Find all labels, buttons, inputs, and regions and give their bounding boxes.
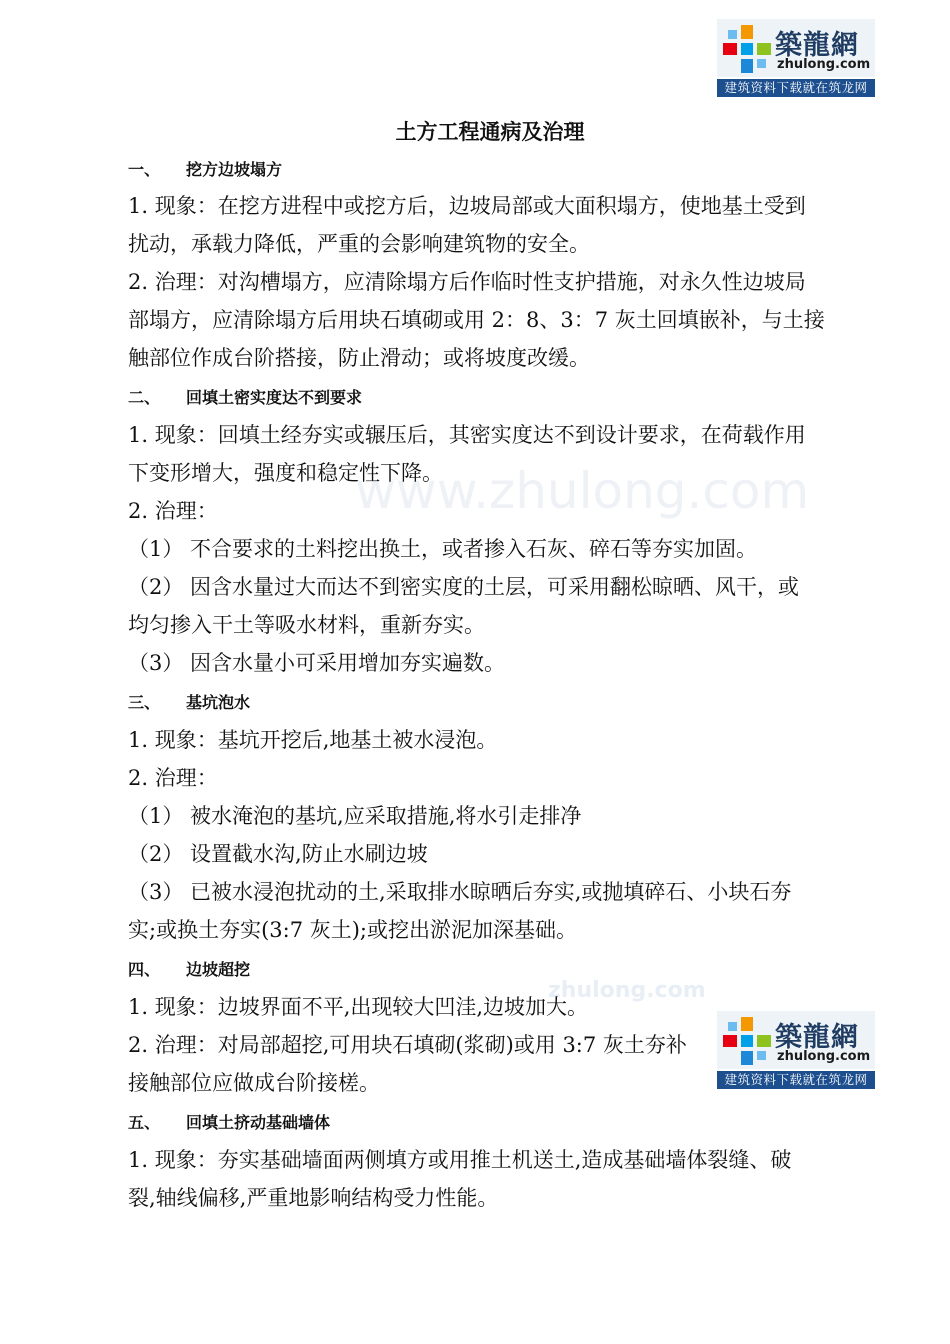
- section-number: 一、: [128, 160, 161, 179]
- body-line: 扰动，承载力降低，严重的会影响建筑物的安全。: [128, 232, 590, 256]
- section-title: 基坑泡水: [186, 693, 251, 712]
- logo-name: 築龍網: [775, 30, 859, 61]
- body-line: 接触部位应做成台阶接槎。: [128, 1071, 380, 1095]
- body-line: （1） 不合要求的土料挖出换土，或者掺入石灰、碎石等夯实加固。: [128, 537, 758, 561]
- body-line: 部塌方，应清除塌方后用块石填砌或用 2：8、3：7 灰土回填嵌补，与土接: [128, 308, 825, 332]
- body-line: 均匀掺入干土等吸水材料，重新夯实。: [128, 613, 485, 637]
- section-number: 四、: [128, 960, 161, 979]
- body-line: 1. 现象：在挖方进程中或挖方后，边坡局部或大面积塌方，使地基土受到: [128, 194, 806, 218]
- logo-slogan: 建筑资料下载就在筑龙网: [717, 1071, 875, 1089]
- logo-domain: zhulong.com: [777, 57, 871, 72]
- body-line: （3） 已被水浸泡扰动的土,采取排水晾晒后夯实,或抛填碎石、小块石夯: [128, 880, 792, 904]
- section-heading: [128, 957, 250, 980]
- document-title: 土方工程通病及治理: [395, 119, 585, 144]
- section-heading: [128, 1110, 330, 1133]
- body-line: （1） 被水淹泡的基坑,应采取措施,将水引走排净: [128, 804, 582, 828]
- watermark-text: www.zhulong.com: [355, 462, 810, 520]
- pinwheel-logo-icon: [721, 23, 773, 75]
- body-line: （3） 因含水量小可采用增加夯实遍数。: [128, 651, 506, 675]
- body-line: 1. 现象：边坡界面不平,出现较大凹洼,边坡加大。: [128, 995, 589, 1019]
- section-heading: [128, 385, 362, 408]
- body-line: （2） 设置截水沟,防止水刷边坡: [128, 842, 428, 866]
- body-line: 1. 现象：基坑开挖后,地基土被水浸泡。: [128, 728, 498, 752]
- logo-name: 築龍網: [775, 1022, 859, 1053]
- body-line: 1. 现象：回填土经夯实或辗压后，其密实度达不到设计要求，在荷载作用: [128, 423, 806, 447]
- body-line: 下变形增大，强度和稳定性下降。: [128, 461, 443, 485]
- body-line: 2. 治理：对局部超挖,可用块石填砌(浆砌)或用 3:7 灰土夯补: [128, 1033, 687, 1057]
- logo-slogan: 建筑资料下载就在筑龙网: [717, 79, 875, 97]
- body-line: 实;或换土夯实(3:7 灰土);或挖出淤泥加深基础。: [128, 918, 578, 942]
- logo-domain: zhulong.com: [777, 1049, 871, 1064]
- body-line: 2. 治理：: [128, 499, 218, 523]
- body-line: 2. 治理：对沟槽塌方，应清除塌方后作临时性支护措施，对永久性边坡局: [128, 270, 806, 294]
- section-heading: [128, 690, 250, 713]
- section-number: 二、: [128, 388, 161, 407]
- section-title: 回填土挤动基础墙体: [186, 1113, 331, 1132]
- section-number: 五、: [128, 1113, 161, 1132]
- section-title: 边坡超挖: [186, 960, 251, 979]
- body-line: 2. 治理：: [128, 766, 218, 790]
- pinwheel-logo-icon: [721, 1015, 773, 1067]
- section-heading: [128, 157, 282, 180]
- body-line: （2） 因含水量过大而达不到密实度的土层，可采用翻松晾晒、风干，或: [128, 575, 800, 599]
- section-title: 挖方边坡塌方: [186, 160, 283, 179]
- watermark-text-small: zhulong.com: [548, 978, 706, 1003]
- zhulong-logo-lower: [717, 1011, 875, 1089]
- body-line: 裂,轴线偏移,严重地影响结构受力性能。: [128, 1186, 499, 1210]
- body-line: 1. 现象：夯实基础墙面两侧填方或用推土机送土,造成基础墙体裂缝、破: [128, 1148, 792, 1172]
- section-title: 回填土密实度达不到要求: [186, 388, 363, 407]
- section-number: 三、: [128, 693, 161, 712]
- zhulong-logo: [717, 19, 875, 97]
- body-line: 触部位作成台阶搭接，防止滑动；或将坡度改缓。: [128, 346, 590, 370]
